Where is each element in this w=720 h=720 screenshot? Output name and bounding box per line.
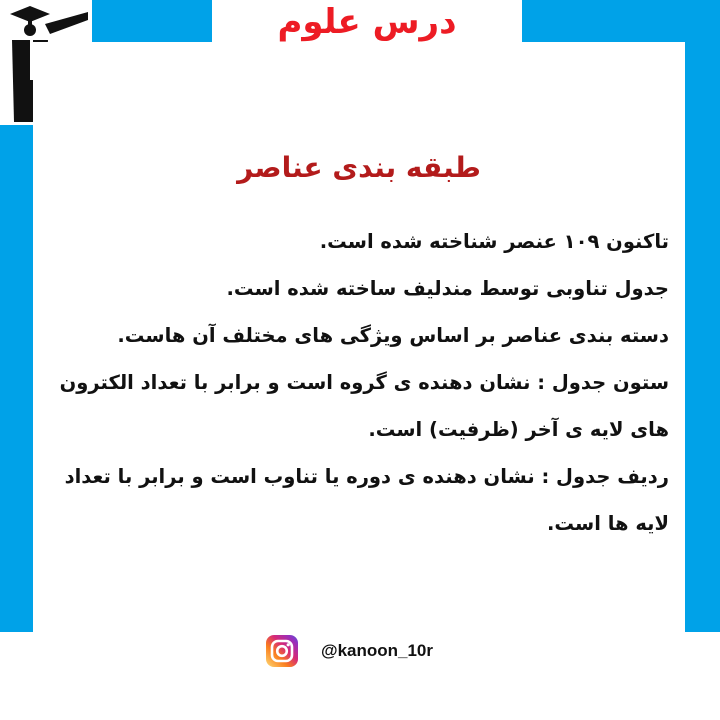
paragraph: دسته بندی عناصر بر اساس ویژگی های مختلف آن هاست. xyxy=(117,324,669,347)
paragraph: ستون جدول : نشان دهنده ی گروه است و برابر با تعداد الکترون های لایه ی آخر (ظرفیت) است. xyxy=(59,371,669,441)
section-heading: طبقه بندی عناصر xyxy=(237,151,481,184)
page-title: درس علوم xyxy=(277,2,457,42)
paragraph: ردیف جدول : نشان دهنده ی دوره یا تناوب است و برابر با تعداد لایه ها است. xyxy=(64,465,669,535)
instagram-handle[interactable]: @kanoon_10r xyxy=(321,641,434,660)
instagram-icon[interactable] xyxy=(265,634,299,668)
title-banner xyxy=(212,0,522,42)
paragraph: تاکنون ۱۰۹ عنصر شناخته شده است. xyxy=(319,230,669,253)
footer xyxy=(0,632,720,720)
content-body xyxy=(51,218,669,547)
paragraph: جدول تناوبی توسط مندلیف ساخته شده است. xyxy=(226,277,669,300)
content-card xyxy=(33,42,685,632)
